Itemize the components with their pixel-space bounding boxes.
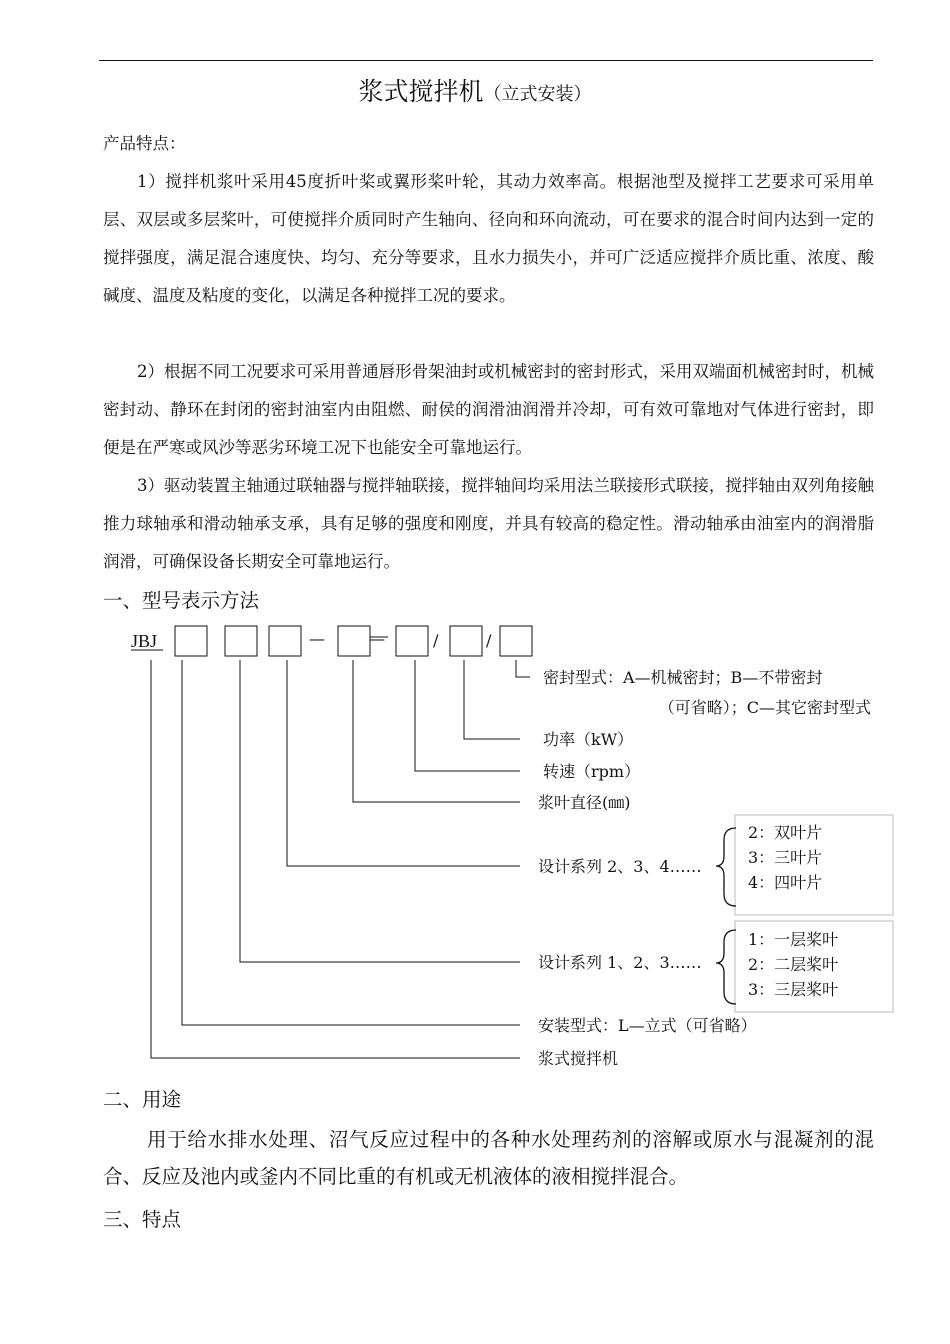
slash-1: /: [433, 631, 439, 650]
leader-name: [151, 660, 520, 1058]
dash-1: —: [309, 629, 325, 648]
label-speed: 转速（rpm）: [543, 762, 641, 781]
series-a-brace: [716, 828, 736, 906]
label-seal-line2: （可省略）；C—其它密封型式: [658, 698, 871, 717]
series-a-option-3: 4：四叶片: [748, 873, 823, 892]
series-b-option-2: 2：二层桨叶: [748, 955, 839, 974]
leader-speed: [415, 660, 520, 771]
section2-heading: 二、用途: [103, 1088, 182, 1111]
label-series-a: 设计系列 2、3、4……: [538, 857, 702, 876]
label-install: 安装型式：L—立式（可省略）: [538, 1016, 757, 1035]
section2-text: 用于给水排水处理、沼气反应过程中的各种水处理药剂的溶解或原水与混凝剂的混合、反应及池内或釜内不同比重的有机或无机液体的液相搅拌混合。: [103, 1128, 874, 1188]
label-series-b: 设计系列 1、2、3……: [538, 953, 702, 972]
code-box-series-a: [269, 626, 301, 656]
leader-install: [182, 660, 520, 1025]
code-box-diameter: [338, 626, 370, 656]
series-b-brace: [716, 930, 736, 1004]
page-title-main: 浆式搅拌机: [358, 77, 484, 106]
feature-paragraph-3: 3）驱动装置主轴通过联轴器与搅拌轴联接，搅拌轴间均采用法兰联接形式联接，搅拌轴由双列角接触推力球轴承和滑动轴承支承，具有足够的强度和刚度，并具有较高的稳定性。滑动轴承由油室内的润滑脂润滑，可确保设备长期安全可靠地运行。: [103, 476, 874, 571]
feature-paragraph-2: 2）根据不同工况要求可采用普通唇形骨架油封或机械密封的密封形式，采用双端面机械密封时，机械密封动、静环在封闭的密封油室内由阻燃、耐侯的润滑油润滑并冷却，可有效可靠地对气体进行密封，即便是在严寒或风沙等恶劣环境工况下也能安全可靠地运行。: [103, 362, 874, 457]
features-label: 产品特点：: [103, 134, 186, 153]
label-power: 功率（kW）: [543, 730, 634, 749]
section3-heading: 三、特点: [103, 1208, 182, 1231]
series-a-option-2: 3：三叶片: [748, 848, 823, 867]
dash-2: —: [369, 629, 385, 648]
code-box-series-b: [225, 626, 257, 656]
leader-power: [464, 660, 520, 739]
slash-2: /: [486, 631, 492, 650]
page-title-sub: （立式安装）: [483, 84, 592, 105]
model-prefix: JBJ: [131, 631, 158, 651]
code-box-power: [450, 626, 482, 656]
section1-heading: 一、型号表示方法: [103, 589, 260, 612]
code-box-install: [175, 626, 207, 656]
leader-series-a: [287, 660, 520, 866]
label-diameter: 浆叶直径(㎜): [538, 793, 631, 812]
series-b-option-1: 1：一层桨叶: [748, 930, 839, 949]
feature-paragraph-1: 1）搅拌机浆叶采用45度折叶桨或翼形桨叶轮，其动力效率高。根据池型及搅拌工艺要求可采用单层、双层或多层桨叶，可使搅拌介质同时产生轴向、径向和环向流动，可在要求的混合时间内达到一定的搅拌强度，满足混合速度快、均匀、充分等要求，且水力损失小，并可广泛适应搅拌介质比重、浓度、酸碱度、温度及粘度的变化，以满足各种搅拌工况的要求。: [103, 172, 874, 305]
series-b-option-3: 3：三层桨叶: [748, 980, 839, 999]
code-box-seal: [500, 626, 532, 656]
leader-seal: [516, 660, 530, 677]
label-seal-line1: 密封型式：A—机械密封；B—不带密封: [543, 668, 823, 687]
label-name: 浆式搅拌机: [538, 1049, 619, 1068]
leader-diameter: [353, 660, 520, 802]
code-box-speed: [396, 626, 428, 656]
series-a-option-1: 2：双叶片: [748, 823, 823, 842]
leader-series-b: [240, 660, 520, 962]
